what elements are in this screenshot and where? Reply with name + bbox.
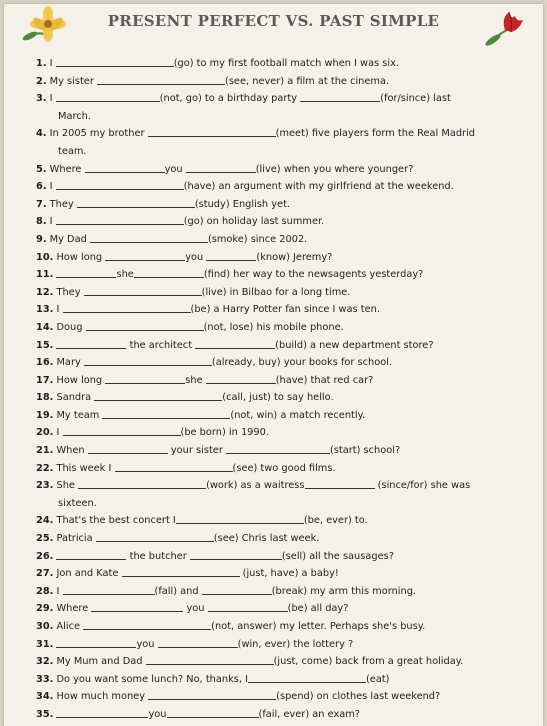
answer-blank[interactable] bbox=[190, 549, 282, 560]
exercise-item: 15. the architect (build) a new department store? bbox=[36, 339, 434, 351]
exercise-item: 30. Alice (not, answer) my letter. Perhaps she's busy. bbox=[36, 621, 426, 632]
answer-blank[interactable] bbox=[105, 250, 185, 261]
answer-blank[interactable] bbox=[146, 654, 274, 665]
exercise-item: 19. My team (not, win) a match recently. bbox=[36, 409, 366, 421]
answer-blank[interactable] bbox=[83, 619, 211, 630]
exercise-item: 25. Patricia (see) Chris last week. bbox=[36, 533, 320, 545]
exercise-item: 7. They (study) English yet. bbox=[36, 198, 291, 210]
answer-blank[interactable] bbox=[56, 338, 126, 349]
answer-blank[interactable] bbox=[86, 320, 204, 331]
exercise-item: 14. Doug (not, lose) his mobile phone. bbox=[36, 321, 344, 333]
exercise-item: 16. Mary (already, buy) your books for school. bbox=[36, 357, 393, 369]
answer-blank[interactable] bbox=[134, 267, 204, 278]
answer-blank[interactable] bbox=[56, 56, 174, 67]
answer-blank[interactable] bbox=[56, 179, 184, 190]
tulip-icon bbox=[481, 8, 529, 48]
exercise-item: 3. I (not, go) to a birthday party (for/since) last bbox=[36, 93, 451, 105]
answer-blank[interactable] bbox=[78, 478, 206, 489]
exercise-item: 12. They (live) in Bilbao for a long time. bbox=[36, 286, 351, 298]
exercise-item: 21. When your sister (start) school? bbox=[36, 445, 401, 457]
exercise-item: 33. Do you want some lunch? No, thanks, I (eat) bbox=[36, 673, 390, 685]
exercise-item-continued: sixteen. bbox=[58, 497, 97, 509]
answer-blank[interactable] bbox=[63, 584, 155, 595]
exercise-item: 31. you (win, ever) the lottery ? bbox=[36, 638, 354, 650]
answer-blank[interactable] bbox=[102, 408, 230, 419]
answer-blank[interactable] bbox=[226, 443, 330, 454]
exercise-item-continued: team. bbox=[58, 145, 87, 157]
answer-blank[interactable] bbox=[56, 214, 184, 225]
answer-blank[interactable] bbox=[94, 390, 222, 401]
answer-blank[interactable] bbox=[208, 601, 288, 612]
answer-blank[interactable] bbox=[91, 601, 183, 612]
answer-blank[interactable] bbox=[167, 707, 259, 718]
exercise-item: 26. the butcher (sell) all the sausages? bbox=[36, 550, 394, 562]
answer-blank[interactable] bbox=[90, 232, 208, 243]
answer-blank[interactable] bbox=[300, 91, 380, 102]
answer-blank[interactable] bbox=[84, 285, 202, 296]
page-title: PRESENT PERFECT VS. PAST SIMPLE bbox=[107, 12, 440, 30]
answer-blank[interactable] bbox=[77, 197, 195, 208]
answer-blank[interactable] bbox=[186, 162, 256, 173]
exercise-item: 2. My sister (see, never) a film at the cinema. bbox=[36, 75, 390, 87]
answer-blank[interactable] bbox=[206, 250, 256, 261]
answer-blank[interactable] bbox=[84, 355, 212, 366]
exercise-item: 6. I (have) an argument with my girlfriend at the weekend. bbox=[36, 181, 454, 193]
exercise-item: 32. My Mum and Dad (just, come) back from a great holiday. bbox=[36, 656, 464, 668]
answer-blank[interactable] bbox=[56, 637, 136, 648]
answer-blank[interactable] bbox=[148, 126, 276, 137]
exercise-item: 22. This week I (see) two good films. bbox=[36, 462, 336, 474]
exercise-item: 5. Where you (live) when you where younger? bbox=[36, 163, 414, 175]
answer-blank[interactable] bbox=[195, 338, 275, 349]
exercise-item: 24. That's the best concert I (be, ever) to. bbox=[36, 515, 368, 527]
answer-blank[interactable] bbox=[88, 443, 168, 454]
answer-blank[interactable] bbox=[148, 689, 276, 700]
answer-blank[interactable] bbox=[56, 91, 160, 102]
exercise-item: 20. I (be born) in 1990. bbox=[36, 427, 269, 439]
answer-blank[interactable] bbox=[115, 461, 233, 472]
exercise-item: 28. I (fall) and (break) my arm this morning. bbox=[36, 585, 417, 597]
answer-blank[interactable] bbox=[63, 425, 181, 436]
exercise-item: 1. I (go) to my first football match when I was six. bbox=[36, 58, 400, 69]
exercise-item: 9. My Dad (smoke) since 2002. bbox=[36, 233, 308, 245]
exercise-item: 27. Jon and Kate (just, have) a baby! bbox=[36, 568, 339, 580]
exercise-item: 17. How long she (have) that red car? bbox=[36, 374, 374, 386]
exercise-item-continued: March. bbox=[58, 110, 91, 122]
answer-blank[interactable] bbox=[96, 531, 214, 542]
exercise-item: 35. you (fail, ever) an exam? bbox=[36, 708, 360, 720]
exercise-item: 18. Sandra (call, just) to say hello. bbox=[36, 392, 334, 404]
answer-blank[interactable] bbox=[105, 373, 185, 384]
exercise-item: 4. In 2005 my brother (meet) five players form the Real Madrid bbox=[36, 128, 476, 140]
answer-blank[interactable] bbox=[202, 584, 272, 595]
answer-blank[interactable] bbox=[122, 566, 240, 577]
answer-blank[interactable] bbox=[85, 162, 165, 173]
worksheet bbox=[4, 4, 543, 726]
answer-blank[interactable] bbox=[56, 267, 116, 278]
answer-blank[interactable] bbox=[63, 302, 191, 313]
answer-blank[interactable] bbox=[176, 513, 304, 524]
exercise-item: 13. I (be) a Harry Potter fan since I was ten. bbox=[36, 304, 380, 316]
answer-blank[interactable] bbox=[56, 549, 126, 560]
exercise-item: 23. She (work) as a waitress (since/for) she was bbox=[36, 480, 471, 492]
answer-blank[interactable] bbox=[97, 74, 225, 85]
answer-blank[interactable] bbox=[158, 637, 238, 648]
answer-blank[interactable] bbox=[305, 478, 375, 489]
answer-blank[interactable] bbox=[56, 707, 148, 718]
exercise-list bbox=[36, 55, 506, 724]
exercise-item: 10. How long you (know) Jeremy? bbox=[36, 251, 333, 263]
exercise-item: 29. Where you (be) all day? bbox=[36, 603, 349, 615]
answer-blank[interactable] bbox=[206, 373, 276, 384]
exercise-item: 8. I (go) on holiday last summer. bbox=[36, 216, 325, 228]
answer-blank[interactable] bbox=[248, 672, 366, 683]
exercise-item: 34. How much money (spend) on clothes last weekend? bbox=[36, 691, 441, 703]
exercise-item: 11. she (find) her way to the newsagents yesterday? bbox=[36, 269, 424, 281]
